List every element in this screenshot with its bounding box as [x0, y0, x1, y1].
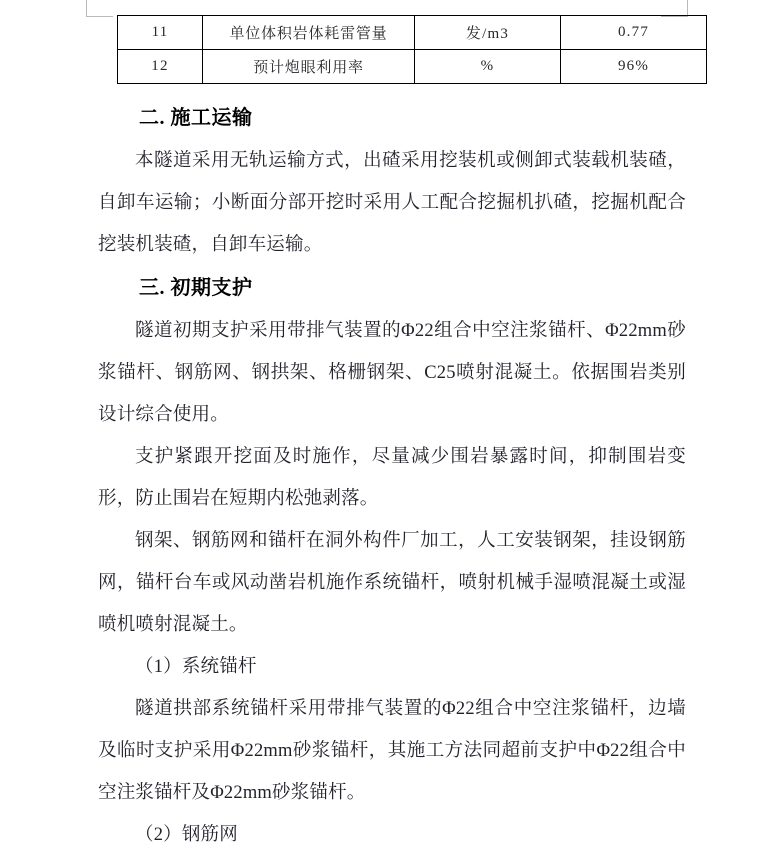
section-heading-initial-support: 三. 初期支护: [139, 277, 253, 299]
table-cell-value: 96%: [561, 50, 707, 84]
table-row: [118, 50, 707, 84]
paragraph-support-materials: 隧道初期支护采用带排气装置的Φ22组合中空注浆锚杆、Φ22mm砂浆锚杆、钢筋网、钢拱架、格栅钢架、C25喷射混凝土。依据围岩类别设计综合使用。: [98, 321, 686, 425]
list-item-system-bolt: （1）系统锚杆: [135, 657, 257, 677]
table-cell-unit: 发/m3: [415, 16, 561, 50]
page-margin-mark-top-left: [86, 0, 113, 17]
table-cell-unit: %: [415, 50, 561, 84]
paragraph-transport-method: 本隧道采用无轨运输方式，出碴采用挖装机或侧卸式装载机装碴，自卸车运输；小断面分部开挖时采用人工配合挖掘机扒碴，挖掘机配合挖装机装碴，自卸车运输。: [98, 151, 686, 255]
table-cell-no: 11: [118, 16, 203, 50]
paragraph-fabrication-installation: 钢架、钢筋网和锚杆在洞外构件厂加工，人工安装钢架，挂设钢筋网，锚杆台车或风动凿岩机施作系统锚杆，喷射机械手湿喷混凝土或湿喷机喷射混凝土。: [98, 531, 686, 635]
specification-table: [117, 15, 707, 84]
table-cell-value: 0.77: [561, 16, 707, 50]
table-cell-item: 单位体积岩体耗雷管量: [203, 16, 415, 50]
section-heading-construction-transport: 二. 施工运输: [139, 107, 253, 129]
list-item-steel-mesh: （2）钢筋网: [135, 825, 238, 845]
paragraph-support-timing: 支护紧跟开挖面及时施作，尽量减少围岩暴露时间，抑制围岩变形，防止围岩在短期内松弛剥落。: [98, 447, 686, 509]
table-row: [118, 16, 707, 50]
paragraph-system-bolt-detail: 隧道拱部系统锚杆采用带排气装置的Φ22组合中空注浆锚杆，边墙及临时支护采用Φ22mm砂浆锚杆，其施工方法同超前支护中Φ22组合中空注浆锚杆及Φ22mm砂浆锚杆。: [98, 699, 686, 803]
table-cell-item: 预计炮眼利用率: [203, 50, 415, 84]
table-cell-no: 12: [118, 50, 203, 84]
document-content: [98, 96, 686, 856]
